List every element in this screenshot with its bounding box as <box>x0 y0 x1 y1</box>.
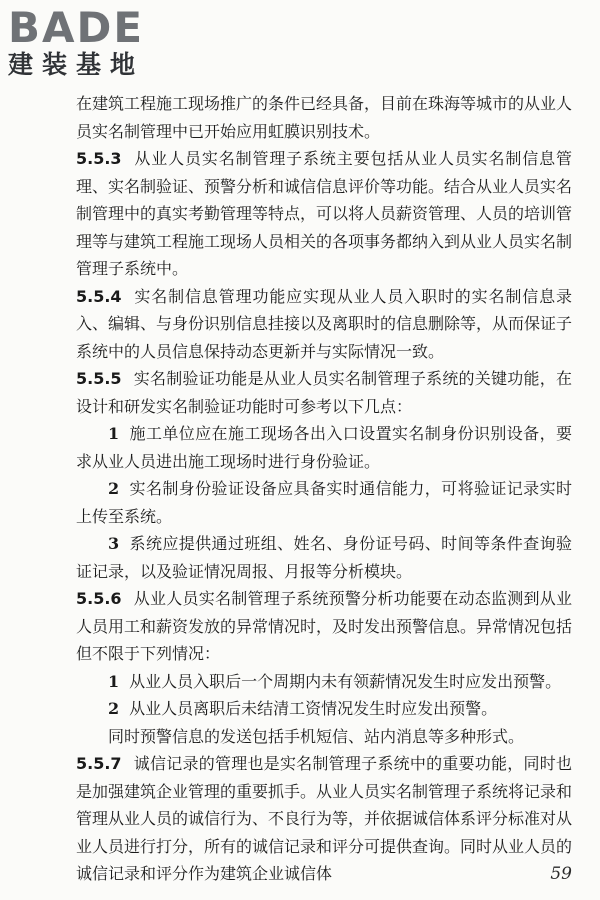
item-number: 1 <box>108 671 120 691</box>
page-number: 59 <box>550 864 572 884</box>
list-item <box>76 530 572 585</box>
item-text: 施工单位应在施工现场各出入口设置实名制身份识别设备，要求从业人员进出施工现场时进行身份验证。 <box>76 424 572 471</box>
bade-logo <box>8 3 178 80</box>
logo-subtitle: 建装基地 <box>8 50 145 79</box>
item-text: 实名制身份验证设备应具备实时通信能力，可将验证记录实时上传至系统。 <box>76 479 572 526</box>
section-text: 实名制验证功能是从业人员实名制管理子系统的关键功能，在设计和研发实名制验证功能时可参考以下几点： <box>76 369 572 416</box>
section-text: 实名制信息管理功能应实现从业人员入职时的实名制信息录入、编辑、与身份识别信息挂接以及离职时的信息删除等，从而保证子系统中的人员信息保持动态更新并与实际情况一致。 <box>76 286 573 361</box>
list-item <box>76 420 572 475</box>
item-text: 从业人员离职后未结清工资情况发生时应发出预警。 <box>129 699 498 718</box>
section-number: 5.5.6 <box>76 589 122 608</box>
item-number: 1 <box>108 424 120 443</box>
section-5-5-6 <box>76 585 572 668</box>
page-body <box>76 90 572 888</box>
section-number: 5.5.7 <box>76 754 122 773</box>
list-item <box>76 475 572 530</box>
logo-wordmark: BADE <box>8 3 145 52</box>
section-text: 从业人员实名制管理子系统预警分析功能要在动态监测到从业人员用工和薪资发放的异常情况时，及时发出预警信息。异常情况包括但不限于下列情况： <box>76 589 573 663</box>
list-item <box>76 695 572 723</box>
section-5-5-5 <box>76 365 572 420</box>
item-number: 2 <box>108 479 120 498</box>
paragraph-note: 同时预警信息的发送包括手机短信、站内消息等多种形式。 <box>108 726 525 746</box>
paragraph-continuation: 在建筑工程施工现场推广的条件已经具备，目前在珠海等城市的从业人员实名制管理中已开始应用虹膜识别技术。 <box>76 94 573 141</box>
item-text: 系统应提供通过班组、姓名、身份证号码、时间等条件查询验证记录，以及验证情况周报、月报等分析模块。 <box>76 534 572 581</box>
list-item <box>76 668 572 696</box>
section-number: 5.5.3 <box>76 149 122 168</box>
item-number: 3 <box>108 534 120 553</box>
section-text: 诚信记录的管理也是实名制管理子系统中的重要功能，同时也是加强建筑企业管理的重要抓手。从业人员实名制管理子系统将记录和管理从业人员的诚信行为、不良行为等，并依据诚信体系评分标准对从业人员进行打分，所有的诚信记录和评分可提供查询。同时从业人员的诚信记录和评分作为建筑企业诚信体 <box>76 754 573 883</box>
section-text: 从业人员实名制管理子系统主要包括从业人员实名制信息管理、实名制验证、预警分析和诚信信息评价等功能。结合从业人员实名制管理中的真实考勤管理等特点，可以将人员薪资管理、人员的培训管理等与建筑工程施工现场人员相关的各项事务都纳入到从业人员实名制管理子系统中。 <box>76 149 573 278</box>
item-text: 从业人员入职后一个周期内未有领薪情况发生时应发出预警。 <box>129 671 562 691</box>
section-number: 5.5.5 <box>76 369 122 388</box>
section-number: 5.5.4 <box>76 286 122 306</box>
section-5-5-4 <box>76 283 572 366</box>
item-number: 2 <box>108 699 120 718</box>
section-5-5-3 <box>76 145 572 283</box>
section-5-5-7 <box>76 750 572 888</box>
